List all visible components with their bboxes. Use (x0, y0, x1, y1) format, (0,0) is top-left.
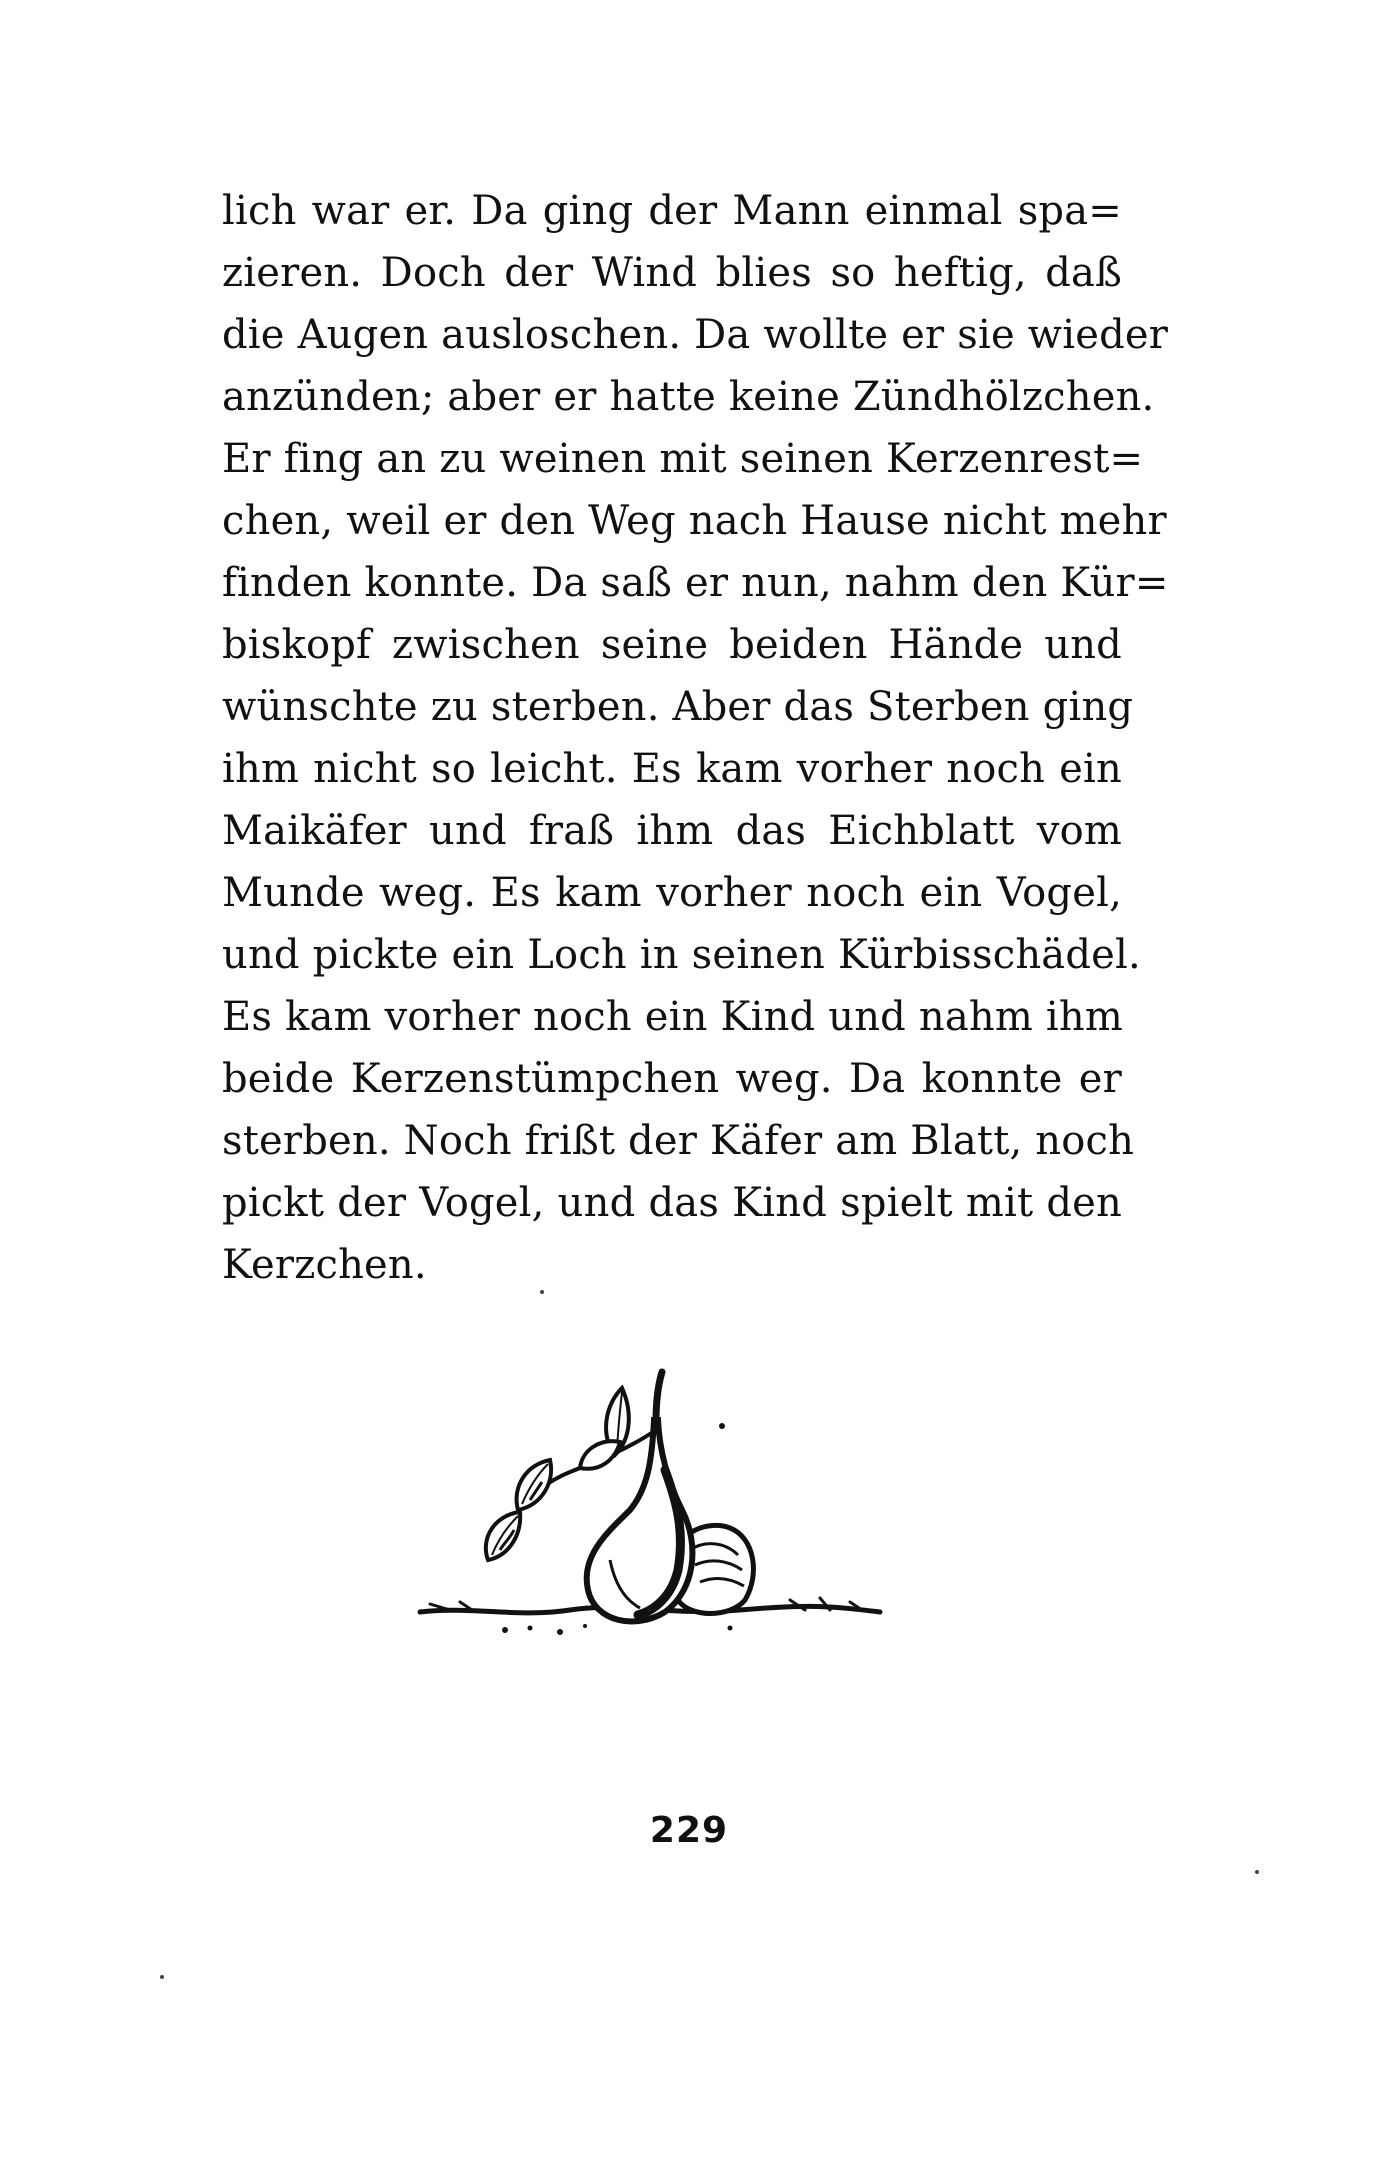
text-line-10: ihm nicht so leicht. Es kam vorher noch ein (222, 746, 1122, 792)
text-line-9: wünschte zu sterben. Aber das Sterben ging (222, 684, 1134, 730)
text-line-4: anzünden; aber er hatte keine Zündhölzchen. (222, 374, 1155, 420)
paper-speck (1255, 1870, 1259, 1874)
page-number: 229 (649, 1810, 729, 1851)
text-line-18: Kerzchen. (222, 1242, 427, 1288)
body-text (222, 180, 1169, 1296)
text-line-17: pickt der Vogel, und das Kind spielt mit den (222, 1180, 1122, 1226)
leaf-middle (580, 1441, 620, 1469)
stem-stroke (656, 1372, 662, 1422)
text-line-1: lich war er. Da ging der Mann einmal spa= (222, 188, 1122, 234)
text-line-5: Er fing an zu weinen mit seinen Kerzenrest= (222, 436, 1144, 482)
text-line-16: sterben. Noch frißt der Käfer am Blatt, noch (222, 1118, 1135, 1164)
paper-speck (160, 1975, 164, 1979)
text-line-15: beide Kerzenstümpchen weg. Da konnte er (222, 1056, 1122, 1102)
pear-illustration (410, 1360, 890, 1660)
text-line-6: chen, weil er den Weg nach Hause nicht mehr (222, 498, 1167, 544)
paper-speck (540, 1290, 544, 1294)
text-line-8: biskopf zwischen seine beiden Hände und (222, 622, 1122, 668)
text-line-12: Munde weg. Es kam vorher noch ein Vogel, (222, 870, 1122, 916)
text-line-14: Es kam vorher noch ein Kind und nahm ihm (222, 994, 1124, 1040)
text-line-3: die Augen ausloschen. Da wollte er sie wieder (222, 312, 1169, 358)
text-line-11: Maikäfer und fraß ihm das Eichblatt vom (222, 808, 1122, 854)
text-line-7: finden konnte. Da saß er nun, nahm den Kür= (222, 560, 1169, 606)
text-line-13: und pickte ein Loch in seinen Kürbisschädel. (222, 932, 1141, 978)
text-line-2: zieren. Doch der Wind blies so heftig, daß (222, 250, 1122, 296)
